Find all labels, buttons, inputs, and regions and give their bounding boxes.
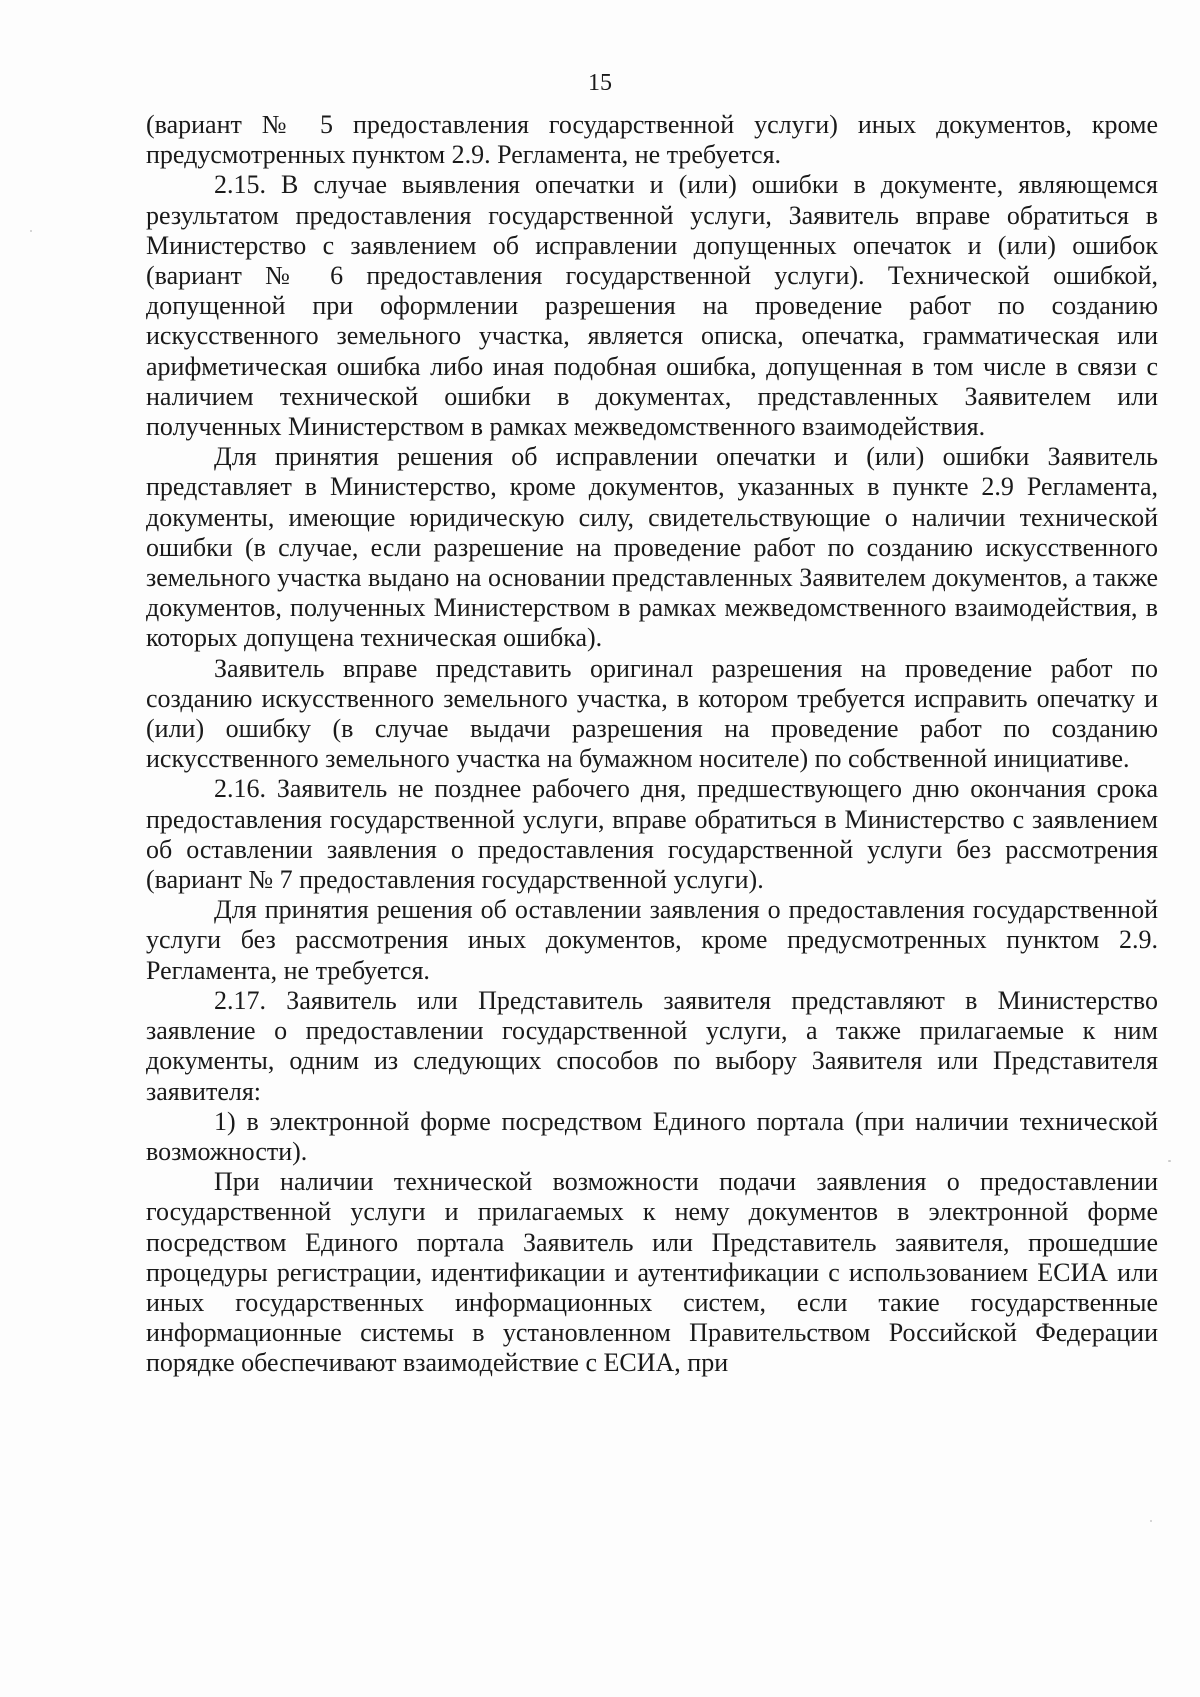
page-number: 15 <box>588 70 612 96</box>
paragraph-variant-5-tail: (вариант № 5 предоставления государственной услуги) иных документов, кроме предусмотренных пунктом 2.9. Регламента, не требуется. <box>146 110 1158 170</box>
list-item-electronic-form: 1) в электронной форме посредством Единого портала (при наличии технической возможности). <box>146 1106 1158 1166</box>
scan-speck <box>30 230 32 232</box>
paragraph-no-review-decision: Для принятия решения об оставлении заявления о предоставления государственной услуги без рассмотрения иных документов, кроме предусмотренных пунктом 2.9. Регламента, не требуется. <box>146 895 1158 985</box>
paragraph-correction-decision: Для принятия решения об исправлении опечатки и (или) ошибки Заявитель представляет в Министерство, кроме документов, указанных в пункте 2.9 Регламента, документы, имеющие юридическую силу, свидетельствующие о наличии технической ошибки (в случае, если разрешение на проведение работ по созданию искусственного земельного участка выдано на основании представленных Заявителем документов, а также документов, полученных Министерством в рамках межведомственного взаимодействия, в которых допущена техническая ошибка). <box>146 442 1158 653</box>
paragraph-2-17: 2.17. Заявитель или Представитель заявителя представляют в Министерство заявление о предоставлении государственной услуги, а также прилагаемые к ним документы, одним из следующих способов по выбору Заявителя или Представителя заявителя: <box>146 985 1158 1106</box>
scan-speck <box>1168 1160 1171 1162</box>
paragraph-technical-possibility: При наличии технической возможности подачи заявления о предоставлении государственной услуги и прилагаемых к нему документов в электронной форме посредством Единого портала Заявитель или Представитель заявителя, прошедшие процедуры регистрации, идентификации и аутентификации с использованием ЕСИА или иных государственных информационных систем, если такие государственные информационные системы в установленном Правительством Российской Федерации порядке обеспечивают взаимодействие с ЕСИА, при <box>146 1167 1158 1378</box>
paragraph-2-16: 2.16. Заявитель не позднее рабочего дня, предшествующего дню окончания срока предоставления государственной услуги, вправе обратиться в Министерство с заявлением об оставлении заявления о предоставления государственной услуги без рассмотрения (вариант № 7 предоставления государственной услуги). <box>146 774 1158 895</box>
paragraph-2-15: 2.15. В случае выявления опечатки и (или) ошибки в документе, являющемся результатом предоставления государственной услуги, Заявитель вправе обратиться в Министерство с заявлением об исправлении допущенных опечаток и (или) ошибок (вариант № 6 предоставления государственной услуги). Технической ошибкой, допущенной при оформлении разрешения на проведение работ по созданию искусственного земельного участка, является описка, опечатка, грамматическая или арифметическая ошибка либо иная подобная ошибка, допущенная в том числе в связи с наличием технической ошибки в документах, представленных Заявителем или полученных Министерством в рамках межведомственного взаимодействия. <box>146 170 1158 442</box>
scan-speck <box>1150 1520 1152 1522</box>
paragraph-original-permit: Заявитель вправе представить оригинал разрешения на проведение работ по созданию искусственного земельного участка, в котором требуется исправить опечатку и (или) ошибку (в случае выдачи разрешения на проведение работ по созданию искусственного земельного участка на бумажном носителе) по собственной инициативе. <box>146 653 1158 774</box>
document-body <box>146 110 1158 1379</box>
